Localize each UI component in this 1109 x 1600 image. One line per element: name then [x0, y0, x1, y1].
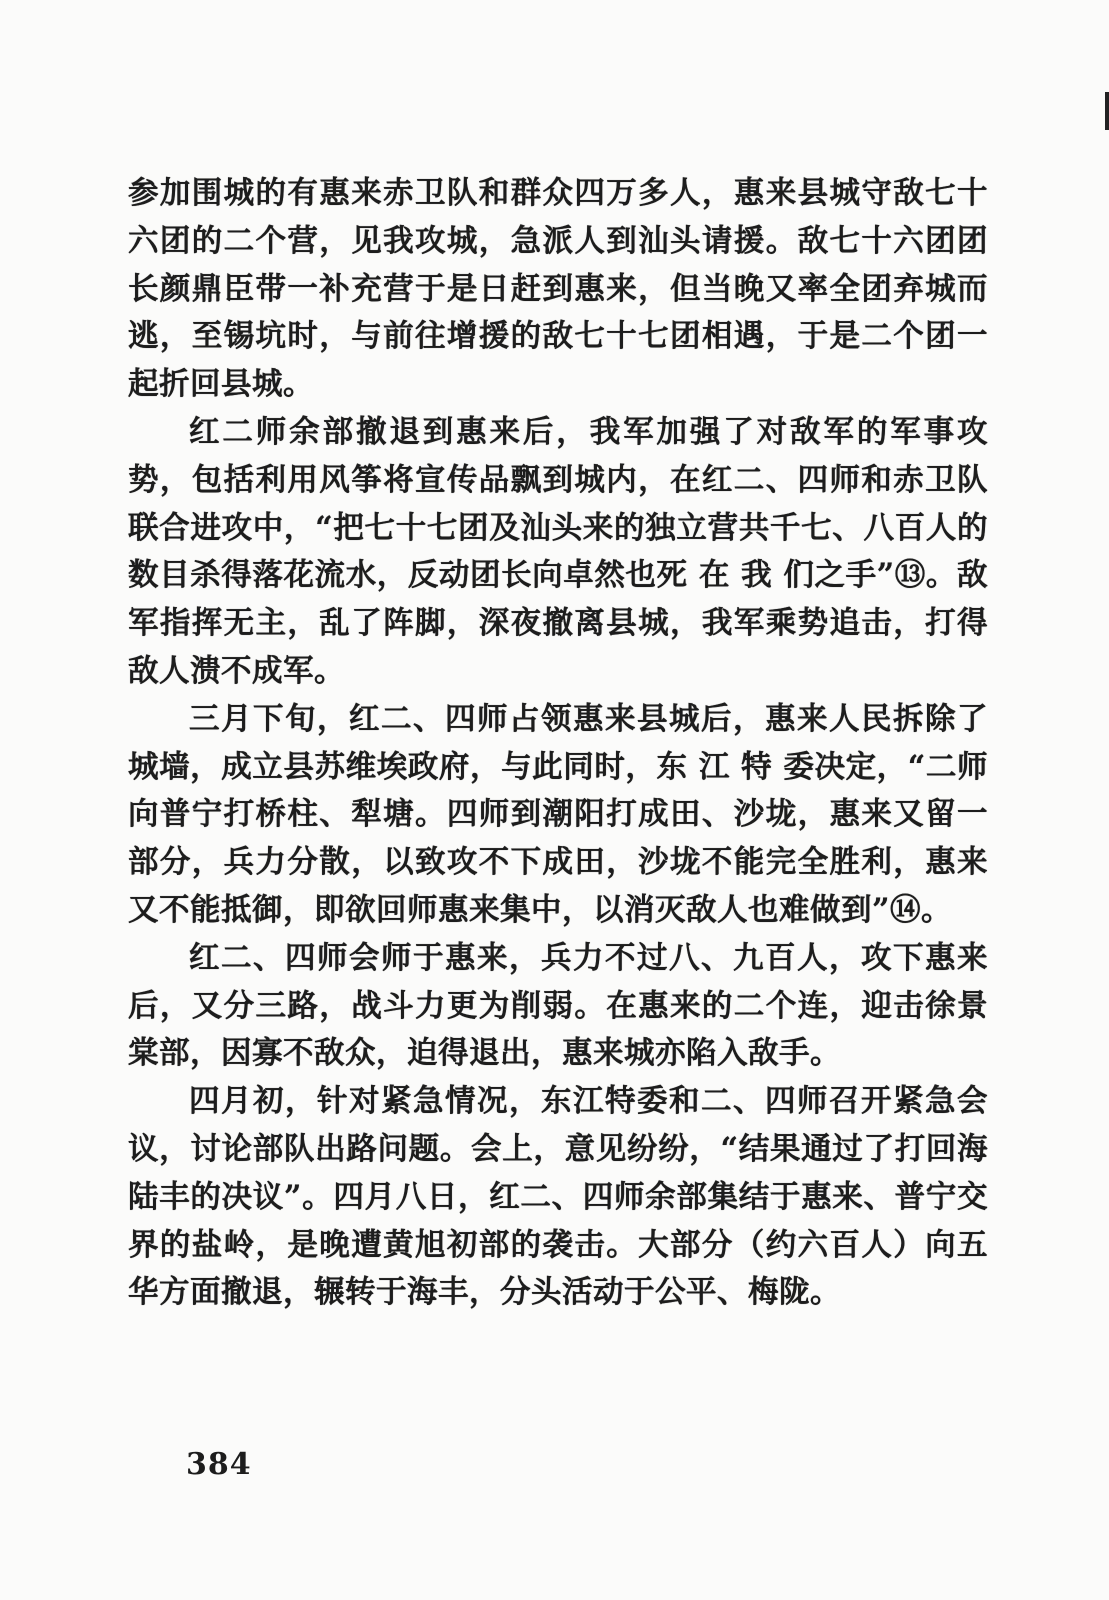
paragraph-5: 四月初，针对紧急情况，东江特委和二、四师召开紧急会议，讨论部队出路问题。会上，意见纷纷，“结果通过了打回海陆丰的决议”。四月八日，红二、四师余部集结于惠来、普宁交界的盐岭，是晚遭黄旭初部的袭击。大部分（约六百人）向五华方面撤退，辗转于海丰，分头活动于公平、梅陇。 [128, 1083, 988, 1311]
body-text [128, 170, 988, 1317]
paragraph-3: 三月下旬，红二、四师占领惠来县城后，惠来人民拆除了城墙，成立县苏维埃政府，与此同时，东 江 特 委决定，“二师向普宁打桥柱、犁塘。四师到潮阳打成田、沙垅，惠来又留一部分，兵力分散，以致攻不下成田，沙垅不能完全胜利，惠来又不能抵御，即欲回师惠来集中，以消灭敌人也难做到”⑭。 [128, 700, 988, 928]
paragraph-2: 红二师余部撤退到惠来后，我军加强了对敌军的军事攻势，包括利用风筝将宣传品飘到城内，在红二、四师和赤卫队联合进攻中，“把七十七团及汕头来的独立营共千七、八百人的数目杀得落花流水，反动团长向卓然也死 在 我 们之手”⑬。敌军指挥无主，乱了阵脚，深夜撤离县城，我军乘势追击，打得敌人溃不成军。 [128, 413, 988, 689]
paragraph-4: 红二、四师会师于惠来，兵力不过八、九百人，攻下惠来后，又分三路，战斗力更为削弱。在惠来的二个连，迎击徐景棠部，因寡不敌众，迫得退出，惠来城亦陷入敌手。 [128, 939, 988, 1072]
page-number: 384 [186, 1447, 252, 1482]
scan-edge-mark [1105, 92, 1109, 130]
paragraph-1: 参加围城的有惠来赤卫队和群众四万多人，惠来县城守敌七十六团的二个营，见我攻城，急派人到汕头请援。敌七十六团团长颜鼎臣带一补充营于是日赶到惠来，但当晚又率全团弃城而逃，至锡坑时，与前往增援的敌七十七团相遇，于是二个团一起折回县城。 [128, 175, 988, 403]
